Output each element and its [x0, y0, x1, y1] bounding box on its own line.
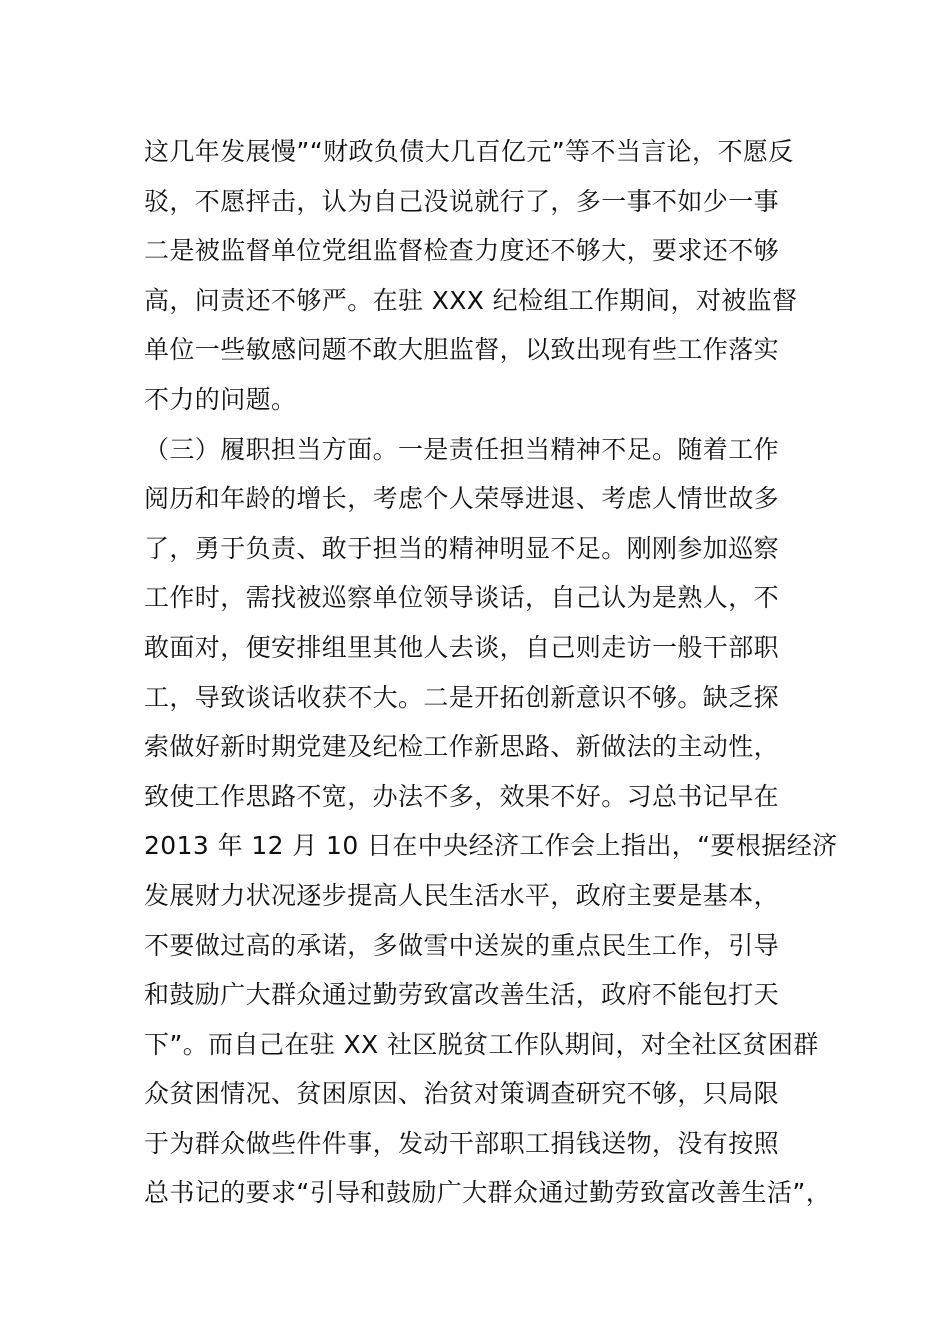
body-text — [144, 127, 844, 1218]
section-heading-line: （三）履职担当方面。一是责任担当精神不足。随着工作 — [144, 434, 780, 464]
text-line: 工，导致谈话收获不大。二是开拓创新意识不够。缺乏探 — [144, 682, 780, 712]
text-line: 下”。而自己在驻 XX 社区脱贫工作队期间，对全社区贫困群 — [144, 1029, 819, 1059]
text-line: 发展财力状况逐步提高人民生活水平，政府主要是基本， — [144, 880, 780, 910]
text-line: 不要做过高的承诺，多做雪中送炭的重点民生工作，引导 — [144, 930, 780, 960]
text-line: 这几年发展慢”“财政负债大几百亿元”等不当言论，不愿反 — [144, 137, 794, 166]
text-line: 二是被监督单位党组监督检查力度还不够大，要求还不够 — [144, 236, 780, 266]
text-line: 不力的问题。 — [144, 384, 297, 414]
text-line: 众贫困情况、贫困原因、治贫对策调查研究不够，只局限 — [144, 1079, 780, 1109]
text-line: 索做好新时期党建及纪检工作新思路、新做法的主动性， — [144, 732, 780, 762]
text-line: 了，勇于负责、敢于担当的精神明显不足。刚刚参加巡察 — [144, 533, 780, 563]
text-line: 2013 年 12 月 10 日在中央经济工作会上指出，“要根据经济 — [144, 831, 838, 861]
text-line: 驳，不愿抨击，认为自己没说就行了，多一事不如少一事 — [144, 186, 780, 216]
text-line: 单位一些敏感问题不敢大胆监督，以致出现有些工作落实 — [144, 335, 780, 365]
text-line: 和鼓励广大群众通过勤劳致富改善生活，政府不能包打天 — [144, 980, 780, 1010]
text-line: 于为群众做些件件事，发动干部职工捐钱送物，没有按照 — [144, 1128, 780, 1158]
text-line: 工作时，需找被巡察单位领导谈话，自己认为是熟人，不 — [144, 583, 780, 613]
text-line: 致使工作思路不宽，办法不多，效果不好。习总书记早在 — [144, 781, 780, 811]
text-line: 总书记的要求“引导和鼓励广大群众通过勤劳致富改善生活”， — [144, 1178, 832, 1208]
text-line: 高，问责还不够严。在驻 XXX 纪检组工作期间，对被监督 — [144, 285, 798, 315]
text-line: 敢面对，便安排组里其他人去谈，自己则走访一般干部职 — [144, 632, 780, 662]
text-line: 阅历和年龄的增长，考虑个人荣辱进退、考虑人情世故多 — [144, 484, 780, 514]
